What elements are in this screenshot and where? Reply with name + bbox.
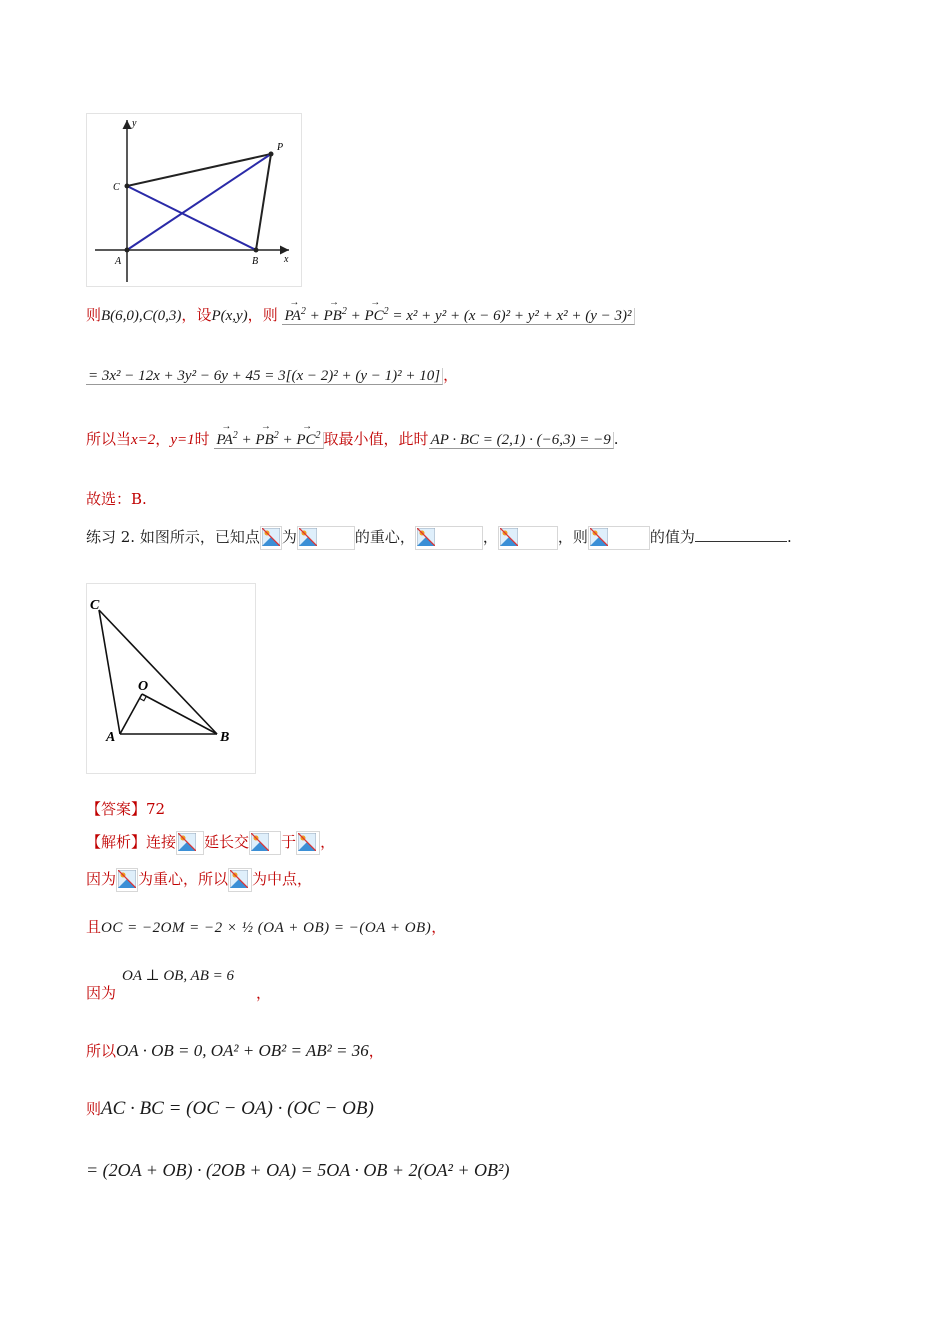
label-O: O	[138, 679, 149, 694]
math-sum-squares-eq: PA →$^2$ + PB →$^2$ + PC →$^2$ = x² + y² + (x − 6)² + y² + x² + (y − 3)²	[282, 308, 634, 325]
so-line: 所以OA · OB = 0, OA² + OB² = AB² = 36，	[86, 1041, 384, 1060]
label-A: A	[106, 730, 116, 745]
math-point-P: P(x,y)	[211, 308, 248, 324]
segment-PB	[256, 154, 271, 250]
missing-image-icon	[415, 526, 483, 550]
missing-image-icon	[297, 526, 355, 550]
answer-value: 72	[146, 800, 166, 818]
segment-CP	[127, 154, 271, 186]
segment-AP	[127, 154, 271, 250]
math-final-expansion: = (2OA + OB) · (2OB + OA) = 5OA · OB + 2(OA² + OB²)	[86, 1160, 510, 1180]
solution-line-3: 所以当x=2，y=1时 PA →$^2$ + PB →$^2$ + PC →$^2$ 取最小值，此时 AP · BC = (2,1) · (−6,3) = −9 .	[86, 428, 619, 449]
label-y: y	[132, 118, 137, 129]
math-AC-BC-expression: AC · BC = (OC − OA) · (OC − OB)	[101, 1098, 374, 1119]
math-expanded-expression: = 3x² − 12x + 3y² − 6y + 45 = 3[(x − 2)² + (y − 1)² + 10]	[86, 368, 443, 385]
math-OC-expression: OC = −2OM = −2 × ½ (OA + OB) = −(OA + OB)	[101, 920, 432, 936]
point-B	[254, 248, 259, 253]
coordinate-diagram	[87, 114, 301, 286]
answer-choice: 故选：B.	[86, 490, 147, 508]
math-orthogonal-result: OA · OB = 0, OA² + OB² = AB² = 36	[116, 1041, 369, 1060]
label-A: A	[115, 256, 122, 267]
missing-image-icon	[176, 831, 204, 855]
centroid-line: 因为 为重心，所以 为中点，	[86, 866, 312, 892]
math-coords-BC: B(6,0),C(0,3)	[101, 308, 182, 324]
missing-image-icon	[498, 526, 558, 550]
then-line: 则AC · BC = (OC − OA) · (OC − OB)	[86, 1098, 374, 1119]
missing-image-icon	[260, 526, 282, 550]
segment-CB	[127, 186, 256, 250]
label-B: B	[220, 730, 230, 745]
equation-OC: 且OC = −2OM = −2 × ½ (OA + OB) = −(OA + OB)，	[86, 918, 447, 936]
missing-image-icon	[228, 868, 252, 892]
triangle-diagram	[87, 584, 255, 773]
figure-triangle	[86, 583, 256, 774]
segment-OA	[120, 694, 142, 734]
label-B: B	[252, 256, 259, 267]
point-A	[125, 248, 130, 253]
segment-OB	[142, 694, 217, 734]
answer-blank	[695, 527, 787, 542]
text-let: 设	[196, 306, 212, 324]
exercise-2-statement: 练习 2. 如图所示，已知点 为 的重心， ， ，则 的值为 .	[86, 522, 792, 552]
solution-line-2: = 3x² − 12x + 3y² − 6y + 45 = 3[(x − 2)² + (y − 1)² + 10] ，	[88, 366, 459, 384]
solution-line-1: 则B(6,0),C(0,3)，设P(x,y)，则 PA →$^2$ + PB →$^2$ + PC →$^2$ = x² + y² + (x − 6)² + y² + x² + (y − 3)²	[86, 304, 635, 325]
because-perpendicular-label: 因为	[86, 984, 117, 1002]
missing-image-icon	[116, 868, 138, 892]
point-P	[269, 152, 274, 157]
missing-image-icon	[249, 831, 281, 855]
math-dot-product-AP-BC: AP · BC = (2,1) · (−6,3) = −9	[429, 432, 614, 449]
point-C	[125, 184, 130, 189]
label-C: C	[113, 182, 120, 193]
label-x: x	[284, 254, 289, 265]
answer-line: 【答案】72	[86, 800, 166, 818]
figure-coordinate-plane	[86, 113, 302, 287]
label-P: P	[277, 142, 284, 153]
text-then-1: 则	[86, 306, 102, 324]
label-C: C	[90, 598, 100, 613]
math-sum-squares: PA →$^2$ + PB →$^2$ + PC →$^2$	[214, 432, 323, 449]
missing-image-icon	[588, 526, 650, 550]
text-then-2: 则	[262, 306, 278, 324]
missing-image-icon	[296, 831, 320, 855]
math-perpendicular: OA ⊥ OB, AB = 6	[122, 968, 235, 984]
analysis-line: 【解析】连接 延长交 于 ，	[86, 828, 335, 856]
